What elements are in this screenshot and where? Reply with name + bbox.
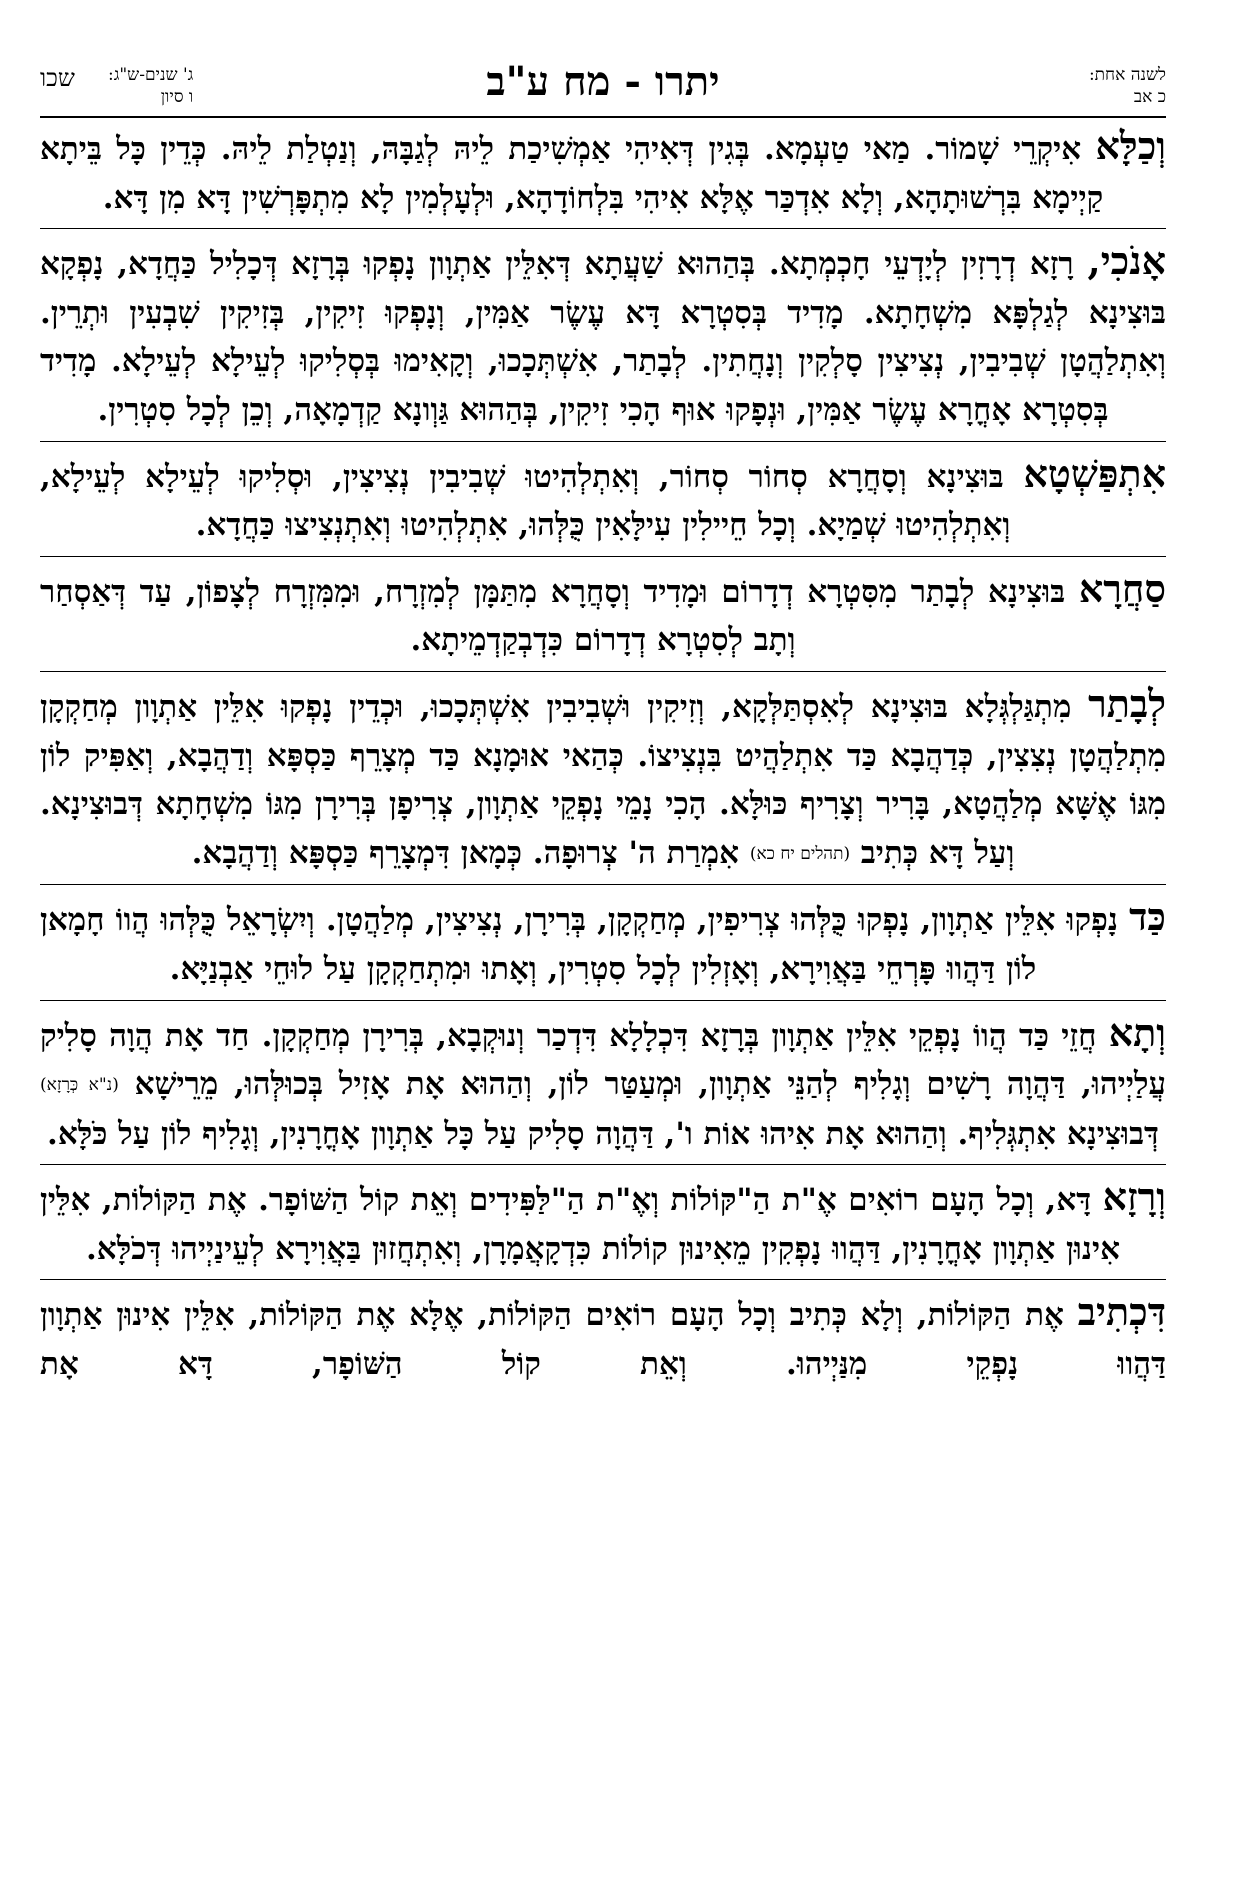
paragraph-text: בּוּצִינָא וְסָחֲרָא סְחוֹר סְחוֹר, וְאִתְלְהִיטוּ שְׁבִיבִין נְצִיצִין, וּסְלִיקוּ לְעֵילָא לְעֵילָא, וְאִתְלְהִיטוּ שְׁמַיָא. וְכָל חֵיילִין עִילָּאִין כֻּלְּהוּ, אִתְלְהִיטוּ וְאִתְנְצִיצוּ כַּחֲדָא. <box>40 458 1024 544</box>
paragraph <box>40 565 1166 672</box>
opening-word: כַּד <box>1129 894 1166 940</box>
page-title: יתרו - מח ע"ב <box>486 58 720 105</box>
paragraph-text: רָזָא דְרָזִין לְיָדְעֵי חָכְמְתָא. בְּהַהוּא שַׁעֲתָא דְּאִלֵּין אַתְוָון נָפְקוּ בְּרָזָא דְּכָלִיל כַּחֲדָא, נָפְקָא בּוּצִינָא לְגַלְפָּא מִשְׁחָתָא. מָדִיד בְּסִטְרָא דָּא עֶשֶׂר אַמִּין, וְנָפְקוּ זִיקִין, בְּזִיקִין שִׁבְעִין וּתְרֵין. וְאִתְלַהֲטָן שְׁבִיבִין, נְצִיצִין סָלְקִין וְנָחֲתִין. לְבָתַר, אִשְׁתְּכָכוּ, וְקָאִימוּ בְּסְלִיקוּ לְעֵילָא לְעֵילָא. מָדִיד בְּסִטְרָא אָחֳרָא עֶשֶׂר אַמִּין, וּנְפָקוּ אוּף הָכִי זִיקִין, בְּהַהוּא גַּוְונָא קַדְמָאָה, וְכֵן לְכָל סִטְרִין. <box>40 246 1166 428</box>
page-number: שכו <box>40 64 75 92</box>
paragraph <box>40 450 1166 557</box>
page-header <box>40 58 1166 118</box>
paragraph <box>40 1173 1166 1280</box>
paragraph-text-continued: דְּבוּצִינָא אִתְגְּלִיף. וְהַהוּא אָת אִיהוּ אוֹת ו', דַּהֲוָה סָלִיק עַל כָּל אַתְוָון אָחֳרָנִין, וְגָלִיף לוֹן עַל כֹּלָּא. <box>47 1115 1159 1152</box>
paragraph-text-continued: אִמְרַת ה' צְרוּפָה. כְּמָאן דִּמְצָרֵף כַּסְפָּא וְדַהֲבָא. <box>191 834 750 871</box>
paragraph-text: חֲזֵי כַּד הֲווֹ נָפְקֵי אִלֵּין אַתְוָון בְּרָזָא דִּכְלָלָא דִּדְכַר וְנוּקְבָא, בְּרִירָן מְחַקְקָן. חַד אָת הֲוָה סָלִיק עֲלַיְיהוּ, דַּהֲוָה רָשִׁים וְגָלִיף לְהַנֵּי אַתְוָון, וּמְעַטַּר לוֹן, וְהַהוּא אָת אָזִיל בְּכוּלְּהוּ, מֵרֵישָׁא <box>40 1017 1166 1103</box>
paragraph-text: בּוּצִינָא לְבָתַר מִסִּטְרָא דְדָרוֹם וּמָדִיד וְסָחֲרָא מִתַּמָּן לְמִזְרָח, וּמִמִּזְרָח לְצָפוֹן, עַד דְּאַסְחַר וְתָב לְסִטְרָא דְדָרוֹם כִּדְבְקַדְמֵיתָא. <box>40 573 1079 659</box>
opening-word: וְכַלָּא <box>1095 123 1166 168</box>
paragraph-text: דָּא, וְכָל הָעָם רוֹאִים אֶ"ת הַ"קּוֹלוֹת וְאֶ"ת הַ"לַּפִּידִים וְאֵת קוֹל הַשּׁוֹפָר. אֶת הַקּוֹלוֹת, אִלֵּין אִינוּן אַתְוָון אָחֳרָנִין, דַּהֲווּ נָפְקִין מֵאִינוּן קוֹלוֹת כִּדְקָאֲמָרָן, וְאִתְחֲזוּן בַּאֲוִירָא לְעֵינַיְיהוּ דְּכֹלָּא. <box>40 1182 1120 1267</box>
opening-word: וְרָזָא <box>1102 1174 1166 1220</box>
opening-word: סַחֲרָא <box>1078 565 1166 611</box>
schedule-label: לשנה אחת: <box>1088 65 1166 85</box>
opening-word: אִתְפַּשְׁטָא <box>1023 450 1166 496</box>
paragraph-text: מִתְגַּלְגְּלָא בּוּצִינָא לְאִסְתַּלְּקָא, וְזִיקִין וּשְׁבִיבִין אִשְׁתְּכָכוּ, וּכְדֵין נָפְקוּ אִלֵּין אַתְוָון מְחַקְקָן מִתְלַהֲטָן נְצִצִין, כְּדַהֲבָא כַּד אִתְלַהֲיט בִּנְצִיצוֹ. כְּהַאי אוּמָנָא כַּד מְצָרֵף כַּסְפָּא וְדַהֲבָא, וְאַפִּיק לוֹן מִגּוֹ אֶשָּׁא מְלַהֲטָא, בָּרִיר וְצָרִיף כּוּלָּא. הָכִי נָמֵי נָפְקֵי אַתְוָון, צְרִיפָן בְּרִירָן מִגּוֹ מִשְׁחָתָא דְּבוּצִינָא. וְעַל דָּא כְּתִיב <box>40 688 1166 871</box>
opening-word: אָנֹכִי, <box>1087 238 1166 284</box>
schedule-label: ג' שנים-ש"ג: <box>108 65 194 85</box>
source-reference: (תהלים יח כא) <box>749 843 851 864</box>
schedule-date: ו סיון <box>160 87 194 107</box>
schedule-date: כ אב <box>1133 87 1166 107</box>
paragraph-text: אִיקְרֵי שָׁמוֹר. מַאי טַעְמָא. בְּגִין דְּאִיהִי אַמְשִׁיכַת לֵיהּ לְגַבָּהּ, וְנַטְלַת לֵיהּ. כְּדֵין כָּל בֵּיתָא קַיְימָא בִּרְשׁוּתָהָא, וְלָא אִדְכַּר אֶלָּא אִיהִי בִּלְחוֹדָהָא, וּלְעָלְמִין לָא מִתְפָּרְשִׁין דָּא מִן דָּא. <box>40 131 1104 216</box>
opening-word: לְבָתַר <box>1088 680 1166 726</box>
paragraph-text: נָפְקוּ אִלֵּין אַתְוָון, נָפְקוּ כֻּלְּהוּ צְרִיפִין, מְחַקְקָן, בְּרִירָן, נְצִיצִין, מְלַהֲטָן. וְיִשְׂרָאֵל כֻּלְּהוּ הֲווֹ חָמָאן לוֹן דַּהֲווּ פָּרְחֵי בַּאֲוִירָא, וְאָזְלִין לְכָל סִטְרִין, וְאָתוּ וּמִתְחַקְקָן עַל לוּחֵי אַבְנַיָּא. <box>40 902 1130 987</box>
variant-reading-note: (נ"א כְּרָזָא) <box>40 1075 119 1096</box>
opening-word: וְתָא <box>1108 1009 1166 1055</box>
paragraph-text: אֶת הַקּוֹלוֹת, וְלָא כְּתִיב וְכָל הָעָם רוֹאִים הַקּוֹלוֹת, אֶלָּא אֶת הַקּוֹלוֹת, אִלֵּין אִינוּן אַתְוָון דַּהֲווּ נָפְקֵי מִנַּיְיהוּ. וְאֵת קוֹל הַשּׁוֹפָר, דָּא אָת <box>40 1297 1166 1383</box>
daily-study-schedule-three-years <box>108 64 193 108</box>
paragraph <box>40 893 1166 1000</box>
paragraph <box>40 1009 1166 1166</box>
paragraph <box>40 237 1166 441</box>
paragraph <box>40 122 1166 229</box>
paragraph <box>40 680 1166 885</box>
opening-word: דִּכְתִיב <box>1077 1289 1166 1335</box>
body-text <box>40 122 1166 1403</box>
paragraph <box>40 1288 1166 1394</box>
